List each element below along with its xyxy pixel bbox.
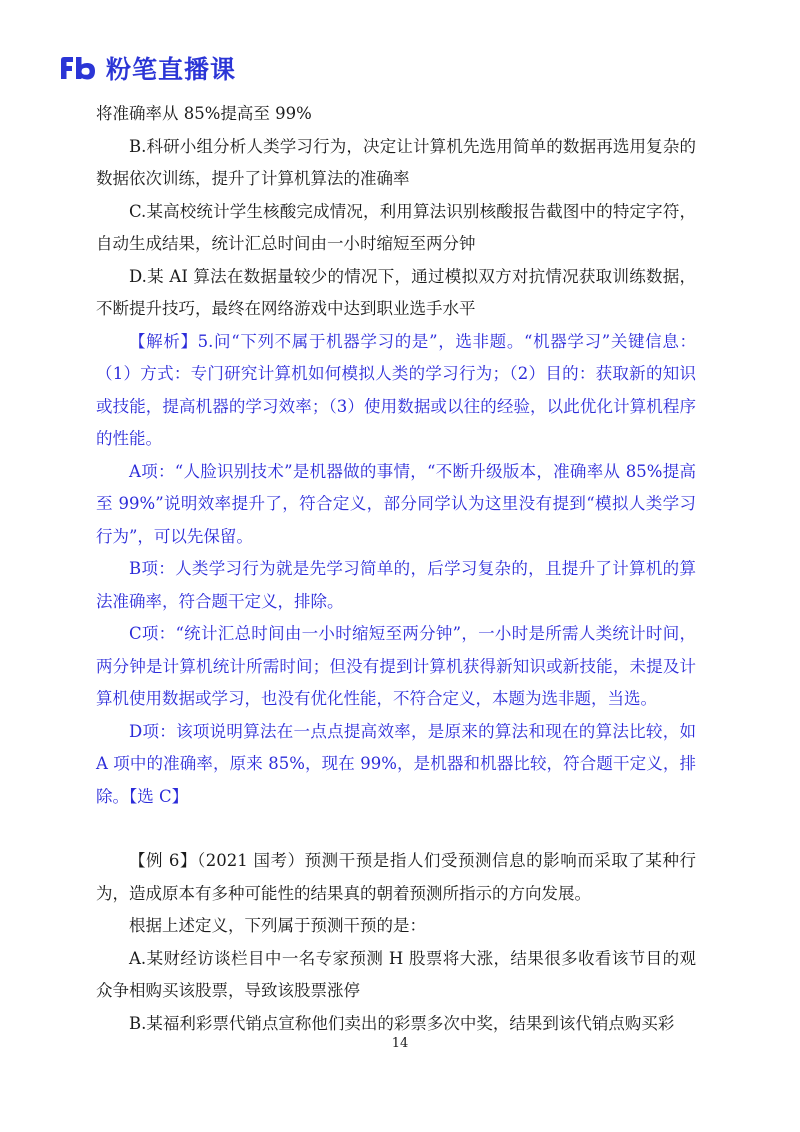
example-6-question: 根据上述定义，下列属于预测干预的是： bbox=[129, 916, 426, 935]
analysis-option-a: A项：“人脸识别技术”是机器做的事情，“不断升级版本，准确率从 85%提高至 99%”说明效率提升了，符合定义，部分同学认为这里没有提到“模拟人类学习行为”，可以先保留。 bbox=[96, 461, 696, 546]
option-c: C.某高校统计学生核酸完成情况，利用算法识别核酸报告截图中的特定字符，自动生成结果，统计汇总时间由一小时缩短至两分钟 bbox=[96, 201, 696, 253]
analysis-option-c: C项：“统计汇总时间由一小时缩短至两分钟”，一小时是所需人类统计时间，两分钟是计算机统计所需时间；但没有提到计算机获得新知识或新技能，未提及计算机使用数据或学习，也没有优化性能，不符合定义，本题为选非题，当选。 bbox=[96, 624, 696, 708]
example-6-option-a: A.某财经访谈栏目中一名专家预测 H 股票将大涨，结果很多收看该节目的观众争相购买该股票，导致该股票涨停 bbox=[96, 948, 696, 1000]
page-header bbox=[58, 52, 236, 84]
section-spacer bbox=[96, 813, 696, 845]
brand-name: 粉笔直播课 bbox=[106, 55, 237, 84]
analysis-option-b: B项：人类学习行为就是先学习简单的，后学习复杂的，且提升了计算机的算法准确率，符合题干定义，排除。 bbox=[96, 559, 696, 611]
page-content bbox=[96, 98, 696, 1040]
option-b: B.科研小组分析人类学习行为，决定让计算机先选用简单的数据再选用复杂的数据依次训练，提升了计算机算法的准确率 bbox=[96, 136, 696, 188]
example-6-option-b: B.某福利彩票代销点宣称他们卖出的彩票多次中奖，结果到该代销点购买彩 bbox=[129, 1013, 675, 1033]
analysis-intro: 【解析】5.问“下列不属于机器学习的是”，选非题。“机器学习”关键信息：（1）方式：专门研究计算机如何模拟人类的学习行为；（2）目的：获取新的知识或技能，提高机器的学习效率；（3）使用数据或以往的经验，以此优化计算机程序的性能。 bbox=[96, 331, 696, 448]
example-6-stem: 【例 6】（2021 国考）预测干预是指人们受预测信息的影响而采取了某种行为，造成原本有多种可能性的结果真的朝着预测所指示的方向发展。 bbox=[96, 851, 696, 903]
question-continuation: 将准确率从 85%提高至 99% bbox=[96, 104, 312, 123]
page-number: 14 bbox=[391, 1036, 409, 1051]
option-d: D.某 AI 算法在数据量较少的情况下，通过模拟双方对抗情况获取训练数据，不断提升技巧，最终在网络游戏中达到职业选手水平 bbox=[96, 266, 696, 318]
fb-logo-icon bbox=[58, 55, 98, 81]
analysis-option-d: D项：该项说明算法在一点点提高效率，是原来的算法和现在的算法比较，如 A 项中的准确率，原来 85%，现在 99%，是机器和机器比较，符合题干定义，排除。【选 C】 bbox=[96, 721, 696, 806]
